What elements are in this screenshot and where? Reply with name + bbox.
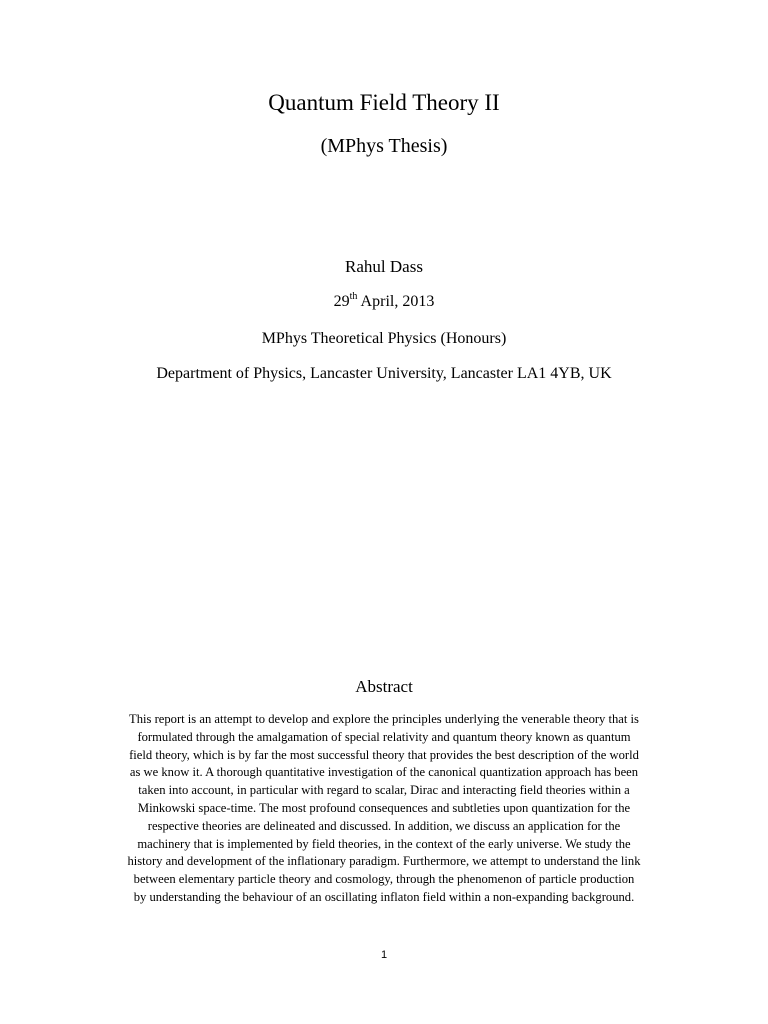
submission-date: [0, 291, 768, 310]
date-day: 29: [333, 293, 350, 310]
abstract-line: formulated through the amalgamation of special relativity and quantum theory known as quantum: [137, 729, 631, 744]
department-affiliation: Department of Physics, Lancaster University, Lancaster LA1 4YB, UK: [156, 365, 612, 382]
abstract-line: taken into account, in particular with regard to scalar, Dirac and interacting field theories within a: [138, 783, 630, 798]
abstract-line: This report is an attempt to develop and explore the principles underlying the venerable theory that is: [129, 712, 639, 726]
abstract-line: by understanding the behaviour of an oscillating inflaton field within a non-expanding background.: [133, 889, 635, 904]
degree-program: MPhys Theoretical Physics (Honours): [261, 330, 507, 347]
abstract-line: Minkowski space-time. The most profound consequences and subtleties upon quantization for the: [137, 800, 631, 815]
abstract-line: machinery that is implemented by field theories, in the context of the early universe. We study the: [137, 836, 631, 851]
date-day-suffix: th: [349, 291, 358, 302]
abstract-line: history and development of the inflationary paradigm. Furthermore, we attempt to understand the link: [127, 854, 641, 869]
page-number: 1: [380, 949, 388, 961]
abstract-line: field theory, which is by far the most successful theory that provides the best description of the world: [129, 747, 639, 762]
author-name: Rahul Dass: [345, 257, 423, 276]
abstract-heading: Abstract: [355, 677, 413, 696]
abstract-line: as we know it. A thorough quantitative investigation of the canonical quantization approach has been: [129, 765, 639, 780]
document-subtitle: (MPhys Thesis): [320, 135, 448, 157]
abstract-body: [80, 711, 688, 907]
abstract-line: respective theories are delineated and discussed. In addition, we discuss an application for the: [147, 818, 621, 833]
date-rest: April, 2013: [357, 293, 435, 310]
abstract-line: between elementary particle theory and cosmology, through the phenomenon of particle production: [133, 872, 635, 887]
document-title: Quantum Field Theory II: [268, 90, 500, 115]
